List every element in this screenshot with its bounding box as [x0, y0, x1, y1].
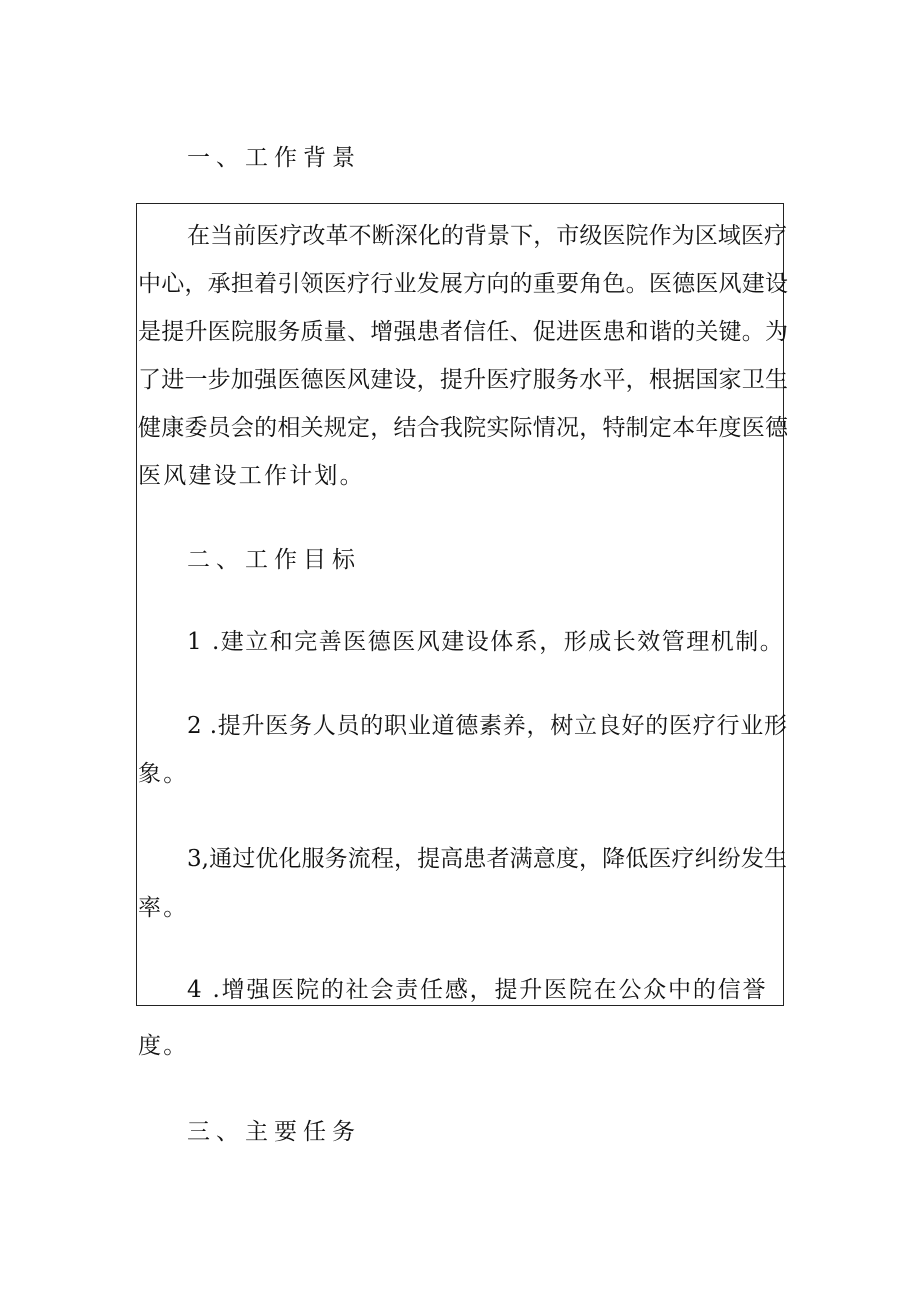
paragraph-line: 了进一步加强医德医风建设，提升医疗服务水平，根据国家卫生 — [138, 367, 788, 393]
goal-item-1: 1 .建立和完善医德医风建设体系，形成长效管理机制。 — [187, 629, 785, 655]
paragraph-line: 健康委员会的相关规定，结合我院实际情况，特制定本年度医德 — [138, 415, 788, 441]
goal-item-2-continued: 象。 — [138, 761, 189, 787]
goal-item-3-continued: 率。 — [138, 895, 189, 921]
goal-item-2: 2 .提升医务人员的职业道德素养，树立良好的医疗行业形 — [187, 713, 787, 739]
section-heading-tasks: 三、主要任务 — [187, 1119, 361, 1145]
section-heading-background: 一、工作背景 — [187, 145, 361, 171]
paragraph-line: 是提升医院服务质量、增强患者信任、促进医患和谐的关键。为 — [138, 319, 788, 345]
section-heading-goals: 二、工作目标 — [187, 547, 361, 573]
goal-item-3: 3,通过优化服务流程，提高患者满意度，降低医疗纠纷发生 — [187, 846, 787, 872]
goal-item-4-continued: 度。 — [138, 1033, 189, 1059]
paragraph-line: 医风建设工作计划。 — [138, 463, 365, 489]
paragraph-line: 中心，承担着引领医疗行业发展方向的重要角色。医德医风建设 — [138, 271, 788, 297]
paragraph-line: 在当前医疗改革不断深化的背景下，市级医院作为区域医疗 — [187, 223, 787, 249]
goal-item-4: 4 .增强医院的社会责任感，提升医院在公众中的信誉 — [187, 977, 768, 1003]
